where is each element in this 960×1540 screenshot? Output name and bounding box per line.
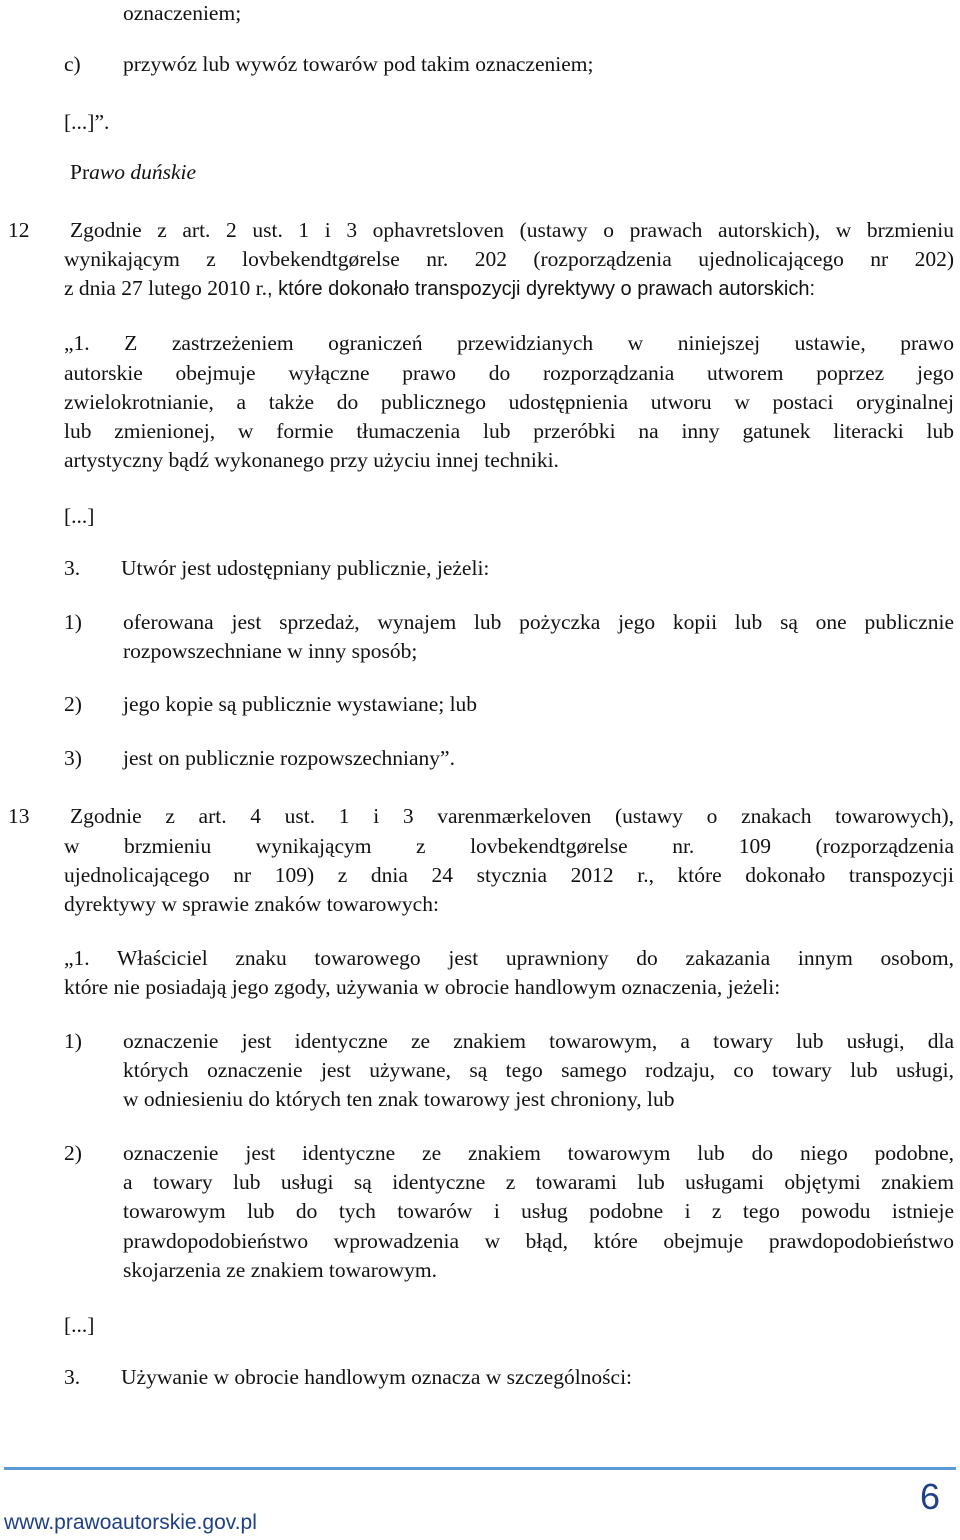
list-a-3-label: 3) xyxy=(64,746,82,770)
list-b-1-line-1: oznaczenie jest identyczne ze znakiem towarowym, a towary lub usługi, dla xyxy=(123,1029,954,1053)
footer-website-link[interactable]: www.prawoautorskie.gov.pl xyxy=(4,1511,257,1534)
point-3b-label: 3. xyxy=(64,1365,81,1389)
paragraph-12-line-1: Zgodnie z art. 2 ust. 1 i 3 ophavretsloven (ustawy o prawach autorskich), w brzmieniu xyxy=(70,218,954,242)
quote-close-ellipsis: [...]”. xyxy=(64,110,110,134)
quote-2-line-1: „1. Właściciel znaku towarowego jest uprawniony do zakazania innym osobom, xyxy=(64,946,954,970)
paragraph-13-line-2: w brzmieniu wynikającym z lovbekendtgørelse nr. 109 (rozporządzenia xyxy=(64,834,954,858)
list-a-1-line-1: oferowana jest sprzedaż, wynajem lub pożyczka jego kopii lub są one publicznie xyxy=(123,610,954,634)
list-b-1-label: 1) xyxy=(64,1029,82,1053)
quote-2-line-2: które nie posiadają jego zgody, używania w obrocie handlowym oznaczenia, jeżeli: xyxy=(64,975,781,999)
paragraph-12-line-3: z dnia 27 lutego 2010 r., które dokonało transpozycji dyrektywy o prawach autorskich: xyxy=(64,276,816,300)
list-a-1-line-2: rozpowszechniane w inny sposób; xyxy=(123,639,418,663)
point-3a-text: Utwór jest udostępniany publicznie, jeżeli: xyxy=(121,556,490,580)
paragraph-number-12: 12 xyxy=(8,218,30,242)
quote-1-line-5: artystyczny bądź wykonanego przy użyciu innej techniki. xyxy=(64,448,559,472)
point-3a-label: 3. xyxy=(64,556,81,580)
list-b-2-line-1: oznaczenie jest identyczne ze znakiem towarowym lub do niego podobne, xyxy=(123,1141,954,1165)
ellipsis-2: [...] xyxy=(64,1313,95,1337)
list-a-2-label: 2) xyxy=(64,692,82,716)
ellipsis-1: [...] xyxy=(64,504,95,528)
list-a-2-line-1: jego kopie są publicznie wystawiane; lub xyxy=(123,692,478,716)
footer-divider xyxy=(4,1467,956,1470)
list-b-1-line-2: których oznaczenie jest używane, są tego samego rodzaju, co towary lub usługi, xyxy=(123,1058,954,1082)
list-b-2-line-2: a towary lub usługi są identyczne z towarami lub usługami objętymi znakiem xyxy=(123,1170,954,1194)
paragraph-13-line-3: ujednolicającego nr 109) z dnia 24 stycznia 2012 r., które dokonało transpozycji xyxy=(64,863,954,887)
paragraph-number-13: 13 xyxy=(8,804,30,828)
list-label-c: c) xyxy=(64,52,81,76)
page-number: 6 xyxy=(919,1476,940,1517)
list-b-2-line-5: skojarzenia ze znakiem towarowym. xyxy=(123,1258,438,1282)
quote-1-line-2: autorskie obejmuje wyłączne prawo do rozporządzania utworem poprzez jego xyxy=(64,361,954,385)
quote-1-line-3: zwielokrotnianie, a także do publicznego udostępnienia utworu w postaci oryginalnej xyxy=(64,390,954,414)
list-b-2-line-4: prawdopodobieństwo wprowadzenia w błąd, które obejmuje prawdopodobieństwo xyxy=(123,1229,954,1253)
list-item-c: przywóz lub wywóz towarów pod takim oznaczeniem; xyxy=(123,52,594,76)
list-a-1-label: 1) xyxy=(64,610,82,634)
quote-1-line-1: „1. Z zastrzeżeniem ograniczeń przewidzianych w niniejszej ustawie, prawo xyxy=(64,331,954,355)
continuation-text: oznaczeniem; xyxy=(123,1,242,25)
paragraph-13-line-1: Zgodnie z art. 4 ust. 1 i 3 varenmærkeloven (ustawy o znakach towarowych), xyxy=(70,804,954,828)
list-a-3-line-1: jest on publicznie rozpowszechniany”. xyxy=(123,746,455,770)
paragraph-13-line-4: dyrektywy w sprawie znaków towarowych: xyxy=(64,892,439,916)
section-heading-danish-law: Prawo duńskie xyxy=(70,160,197,184)
list-b-1-line-3: w odniesieniu do których ten znak towarowy jest chroniony, lub xyxy=(123,1087,675,1111)
list-b-2-line-3: towarowym lub do tych towarów i usług podobne i z tego powodu istnieje xyxy=(123,1199,954,1223)
paragraph-12-line-2: wynikającym z lovbekendtgørelse nr. 202 (rozporządzenia ujednolicającego nr 202) xyxy=(64,247,954,271)
point-3b-text: Używanie w obrocie handlowym oznacza w szczególności: xyxy=(121,1365,633,1389)
quote-1-line-4: lub zmienionej, w formie tłumaczenia lub przeróbki na inny gatunek literacki lub xyxy=(64,419,954,443)
list-b-2-label: 2) xyxy=(64,1141,82,1165)
